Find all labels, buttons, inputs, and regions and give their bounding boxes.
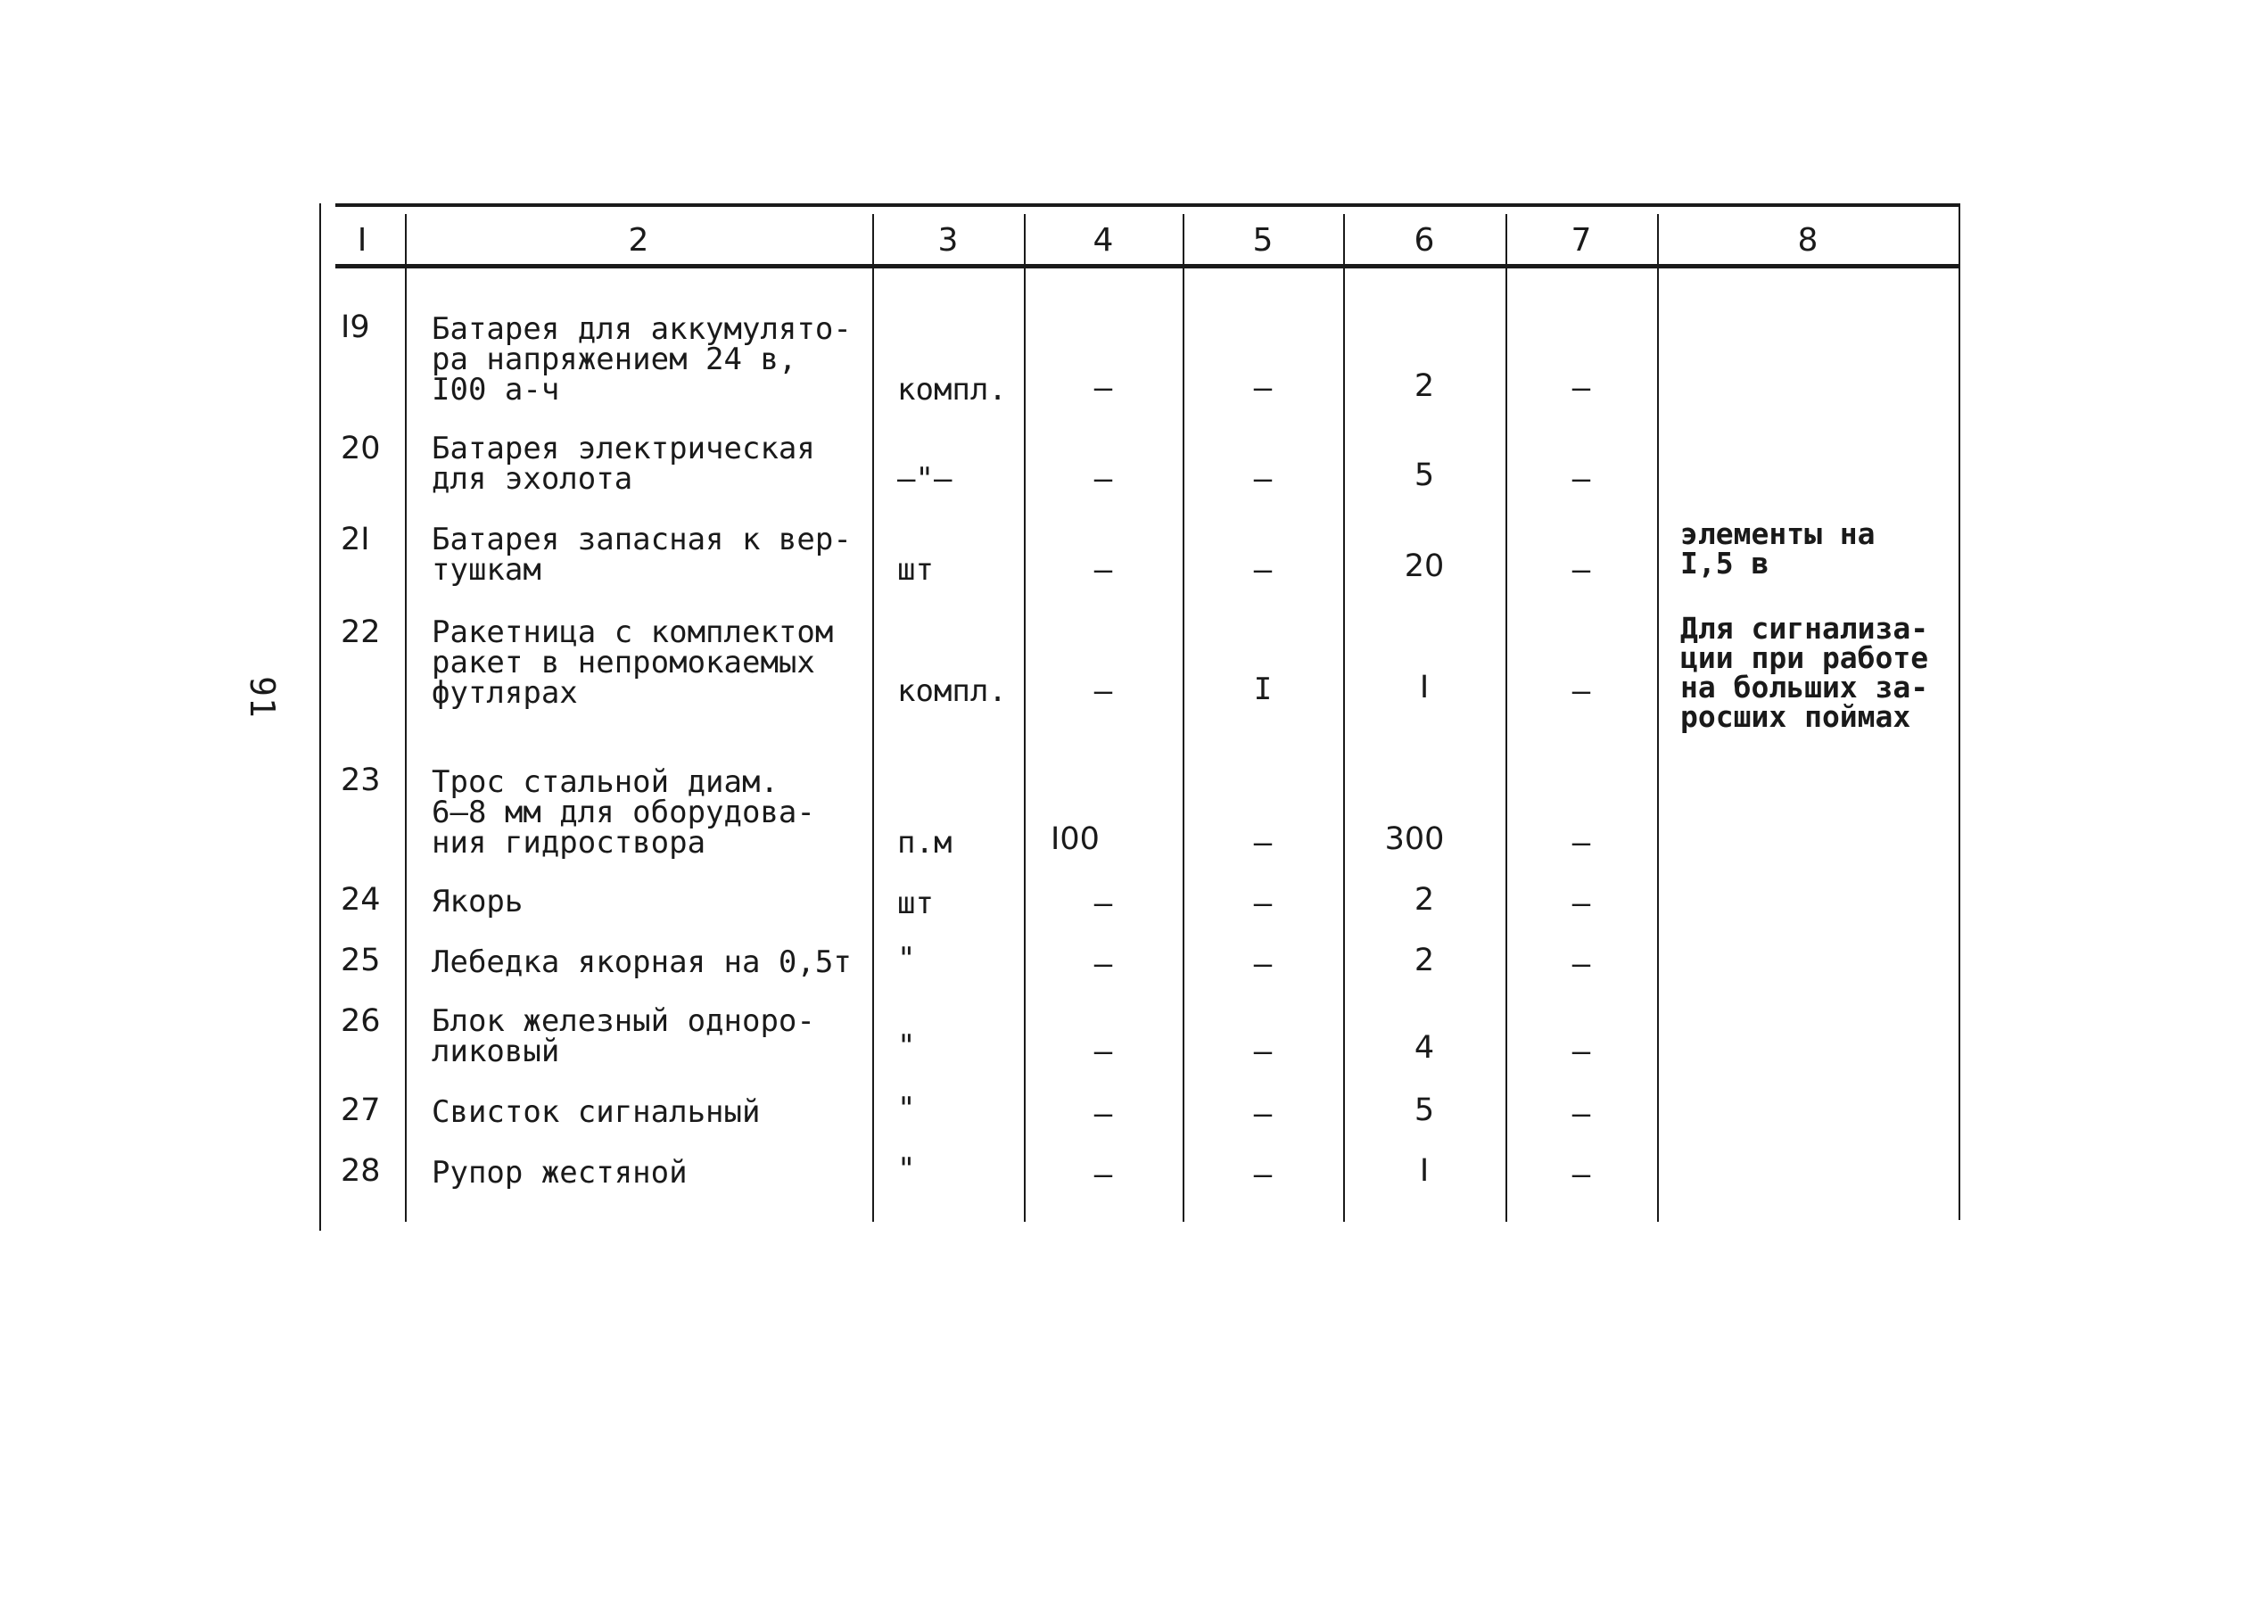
item-note: Для сигнализа- ции при работе на больших за- росших поймах	[1680, 611, 1929, 734]
item-col6: I	[1419, 670, 1430, 705]
row-number: 28	[341, 1153, 381, 1189]
item-col5: –	[1253, 1034, 1273, 1069]
item-unit: шт	[897, 886, 934, 921]
item-col4: –	[1093, 370, 1113, 406]
row-number: I9	[341, 309, 370, 345]
page-number: 91	[242, 676, 282, 719]
item-name: Лебедка якорная на 0,5т	[432, 944, 852, 980]
item-name: Якорь	[432, 884, 524, 919]
item-unit: шт	[897, 552, 934, 588]
col-rule-2	[872, 214, 874, 1222]
header-col-1: I	[357, 221, 367, 259]
item-col7: –	[1571, 1157, 1591, 1192]
header-col-5: 5	[1252, 221, 1274, 259]
item-name: Свисток сигнальный	[432, 1094, 761, 1130]
item-col4: I00	[1051, 821, 1100, 857]
item-col5: –	[1253, 1096, 1273, 1132]
item-col7: –	[1571, 673, 1591, 709]
item-col4: –	[1093, 886, 1113, 921]
item-name: Ракетница с комплектом ракет в непромокаемых футлярах	[432, 614, 834, 711]
item-unit: –"–	[897, 461, 953, 497]
item-col7: –	[1571, 1034, 1591, 1069]
item-unit: компл.	[897, 673, 1007, 709]
item-col6: 5	[1414, 1092, 1435, 1128]
header-col-4: 4	[1093, 221, 1114, 259]
item-name: Рупор жестяной	[432, 1155, 688, 1191]
item-col4: –	[1093, 1034, 1113, 1069]
item-col4: –	[1093, 946, 1113, 982]
row-number: 22	[341, 614, 381, 650]
item-unit: п.м	[897, 825, 953, 861]
header-col-2: 2	[628, 221, 649, 259]
item-col6: 2	[1414, 882, 1435, 918]
item-col5: –	[1253, 461, 1273, 497]
item-col6: 2	[1414, 943, 1435, 978]
item-col4: –	[1093, 673, 1113, 709]
col-rule-right	[1959, 203, 1960, 1220]
item-col5: –	[1253, 886, 1273, 921]
col-rule-1	[405, 214, 407, 1222]
equipment-table	[319, 203, 1960, 1231]
item-unit: компл.	[897, 372, 1007, 408]
item-note: элементы на I,5 в	[1680, 516, 1876, 581]
item-name: Батарея запасная к вер- тушкам	[432, 522, 852, 588]
item-col4: –	[1093, 461, 1113, 497]
item-name: Батарея электрическая для эхолота	[432, 431, 815, 497]
item-col7: –	[1571, 1096, 1591, 1132]
item-unit: "	[897, 1028, 916, 1064]
item-col5: –	[1253, 946, 1273, 982]
item-col7: –	[1571, 825, 1591, 861]
item-col6: I	[1419, 1153, 1430, 1189]
item-col7: –	[1571, 461, 1591, 497]
row-number: 27	[341, 1092, 381, 1128]
row-number: 24	[341, 882, 381, 918]
item-col6: 2	[1414, 368, 1435, 404]
item-col4: –	[1093, 552, 1113, 588]
item-col6: 5	[1414, 458, 1435, 493]
col-rule-6	[1505, 214, 1507, 1222]
header-col-7: 7	[1571, 221, 1592, 259]
item-name: Трос стальной диам. 6–8 мм для оборудова- ния гидроствора	[432, 764, 815, 861]
col-rule-3	[1024, 214, 1026, 1222]
item-col5: I	[1253, 672, 1273, 707]
col-rule-5	[1343, 214, 1345, 1222]
item-col5: –	[1253, 370, 1273, 406]
col-rule-left	[319, 203, 321, 1231]
row-number: 25	[341, 943, 381, 978]
row-number: 20	[341, 431, 381, 466]
table-top-rule	[335, 203, 1960, 207]
item-col7: –	[1571, 946, 1591, 982]
item-col7: –	[1571, 552, 1591, 588]
item-col5: –	[1253, 552, 1273, 588]
item-col7: –	[1571, 370, 1591, 406]
item-col4: –	[1093, 1096, 1113, 1132]
col-rule-7	[1657, 214, 1659, 1222]
row-number: 23	[341, 763, 381, 798]
col-rule-4	[1183, 214, 1184, 1222]
item-col7: –	[1571, 886, 1591, 921]
row-number: 2I	[341, 522, 370, 557]
item-unit: "	[897, 1091, 916, 1126]
item-col6: 20	[1404, 548, 1445, 584]
item-unit: "	[897, 1151, 916, 1187]
item-col5: –	[1253, 1157, 1273, 1192]
item-col6: 4	[1414, 1030, 1435, 1066]
item-col4: –	[1093, 1157, 1113, 1192]
item-name: Блок железный одноро- ликовый	[432, 1003, 815, 1069]
row-number: 26	[341, 1003, 381, 1039]
header-col-3: 3	[937, 221, 959, 259]
header-col-6: 6	[1414, 221, 1435, 259]
header-col-8: 8	[1797, 221, 1819, 259]
item-col6: 300	[1384, 821, 1445, 857]
item-unit: "	[897, 941, 916, 977]
item-name: Батарея для аккумулято- ра напряжением 24 в, I00 а-ч	[432, 311, 852, 408]
item-col5: –	[1253, 825, 1273, 861]
